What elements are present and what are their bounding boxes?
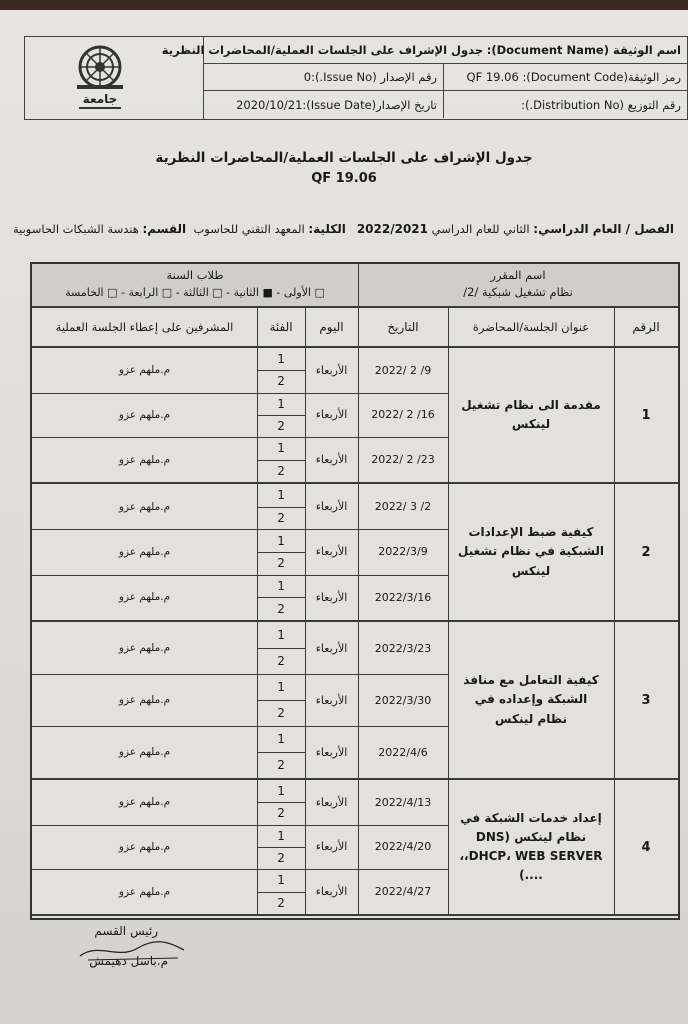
section-number: 2 <box>641 544 651 560</box>
college-label: الكلية: <box>308 222 346 236</box>
issue-no-label: رقم الإصدار (Issue No.): <box>311 70 437 84</box>
col-number: الرقم <box>632 320 660 334</box>
row-supervisor: م.ملهم عزو <box>118 500 171 513</box>
row-group-2: 2 <box>277 706 285 720</box>
signature-role: رئيس القسم <box>94 924 158 938</box>
row-group-2: 2 <box>277 374 285 389</box>
row-date: 2022/ 2 /23 <box>371 453 435 467</box>
section-number: 3 <box>641 692 651 708</box>
header-row-doc-name <box>161 37 687 64</box>
doc-code-label: رمز الوثيقة(Document Code): <box>522 70 681 84</box>
row-date: 2022/4/13 <box>374 795 432 809</box>
section-title: كيفية التعامل مع منافذ الشبكة وإعداده في نظام لينكس <box>463 673 599 726</box>
row-group-1: 1 <box>277 784 285 799</box>
row-group-1: 1 <box>277 352 285 367</box>
row-date: 2022/ 2 /16 <box>371 408 435 422</box>
supervision-table <box>30 262 680 920</box>
header-row-doc-code <box>203 64 687 91</box>
college-value: المعهد التقني للحاسوب <box>193 222 305 236</box>
row-supervisor: م.ملهم عزو <box>118 364 171 377</box>
document-header <box>24 36 688 120</box>
row-group-2: 2 <box>277 419 285 434</box>
issue-date-label: تاريخ الإصدار(Issue Date): <box>302 97 437 112</box>
row-day: الأربعاء <box>315 500 348 514</box>
row-group-1: 1 <box>277 441 285 456</box>
course-label: اسم المقرر <box>490 268 546 282</box>
semester-line <box>13 222 674 236</box>
row-date: 2022/4/27 <box>374 885 432 899</box>
dept-label: القسم: <box>142 222 187 236</box>
row-day: الأربعاء <box>315 840 348 854</box>
doc-name-label: اسم الوثيقة (Document Name): <box>486 43 681 57</box>
row-supervisor: م.ملهم عزو <box>118 796 171 809</box>
distribution-label: رقم التوزيع (Distribution No.): <box>521 97 681 112</box>
signature-name: م.باسل دهيمش <box>89 954 168 968</box>
row-supervisor: م.ملهم عزو <box>118 545 171 558</box>
logo-wheel-icon <box>71 43 129 113</box>
row-date: 2022/4/6 <box>378 745 428 759</box>
row-day: الأربعاء <box>315 453 348 467</box>
row-group-1: 1 <box>277 396 285 411</box>
row-group-1: 1 <box>277 828 285 843</box>
row-group-1: 1 <box>277 488 285 503</box>
row-supervisor: م.ملهم عزو <box>118 591 171 604</box>
col-date: التاريخ <box>387 320 419 334</box>
row-group-2: 2 <box>277 463 285 478</box>
row-supervisor: م.ملهم عزو <box>118 694 171 706</box>
col-day: اليوم <box>319 320 344 334</box>
row-date: 2022/3/23 <box>374 641 432 655</box>
header-row-distribution <box>203 91 687 118</box>
section-number: 1 <box>641 407 651 423</box>
dept-value: هندسة الشبكات الحاسوبية <box>12 222 139 236</box>
row-group-2: 2 <box>277 556 285 571</box>
row-group-1: 1 <box>277 628 285 642</box>
row-date: 2022/3/16 <box>374 590 432 604</box>
semester-year: 2022/2021 <box>356 222 428 236</box>
svg-text:جامعة: جامعة <box>82 92 118 106</box>
page-top-edge <box>0 0 688 10</box>
row-date: 2022/3/30 <box>374 693 432 707</box>
year-options: □ الأولى - ■ الثانية - □ الثالثة - □ الرابعة - □ الخامسة <box>65 285 325 299</box>
row-date: 2022/4/20 <box>374 840 432 854</box>
row-date: 2022/ 3 /2 <box>374 500 432 514</box>
row-group-1: 1 <box>277 873 285 888</box>
doc-code-value: QF 19.06 <box>466 70 519 84</box>
section-title: إعداد خدمات الشبكة في نظام لينكس (DNS ،DHCP، WEB SERVER، ....) <box>459 810 603 883</box>
document-code: QF 19.06 <box>311 171 377 186</box>
row-date: 2022/3/9 <box>378 545 428 559</box>
row-day: الأربعاء <box>315 885 348 899</box>
col-supervisors: المشرفين على إعطاء الجلسة العملية <box>55 320 234 334</box>
page-title: جدول الإشراف على الجلسات العملية/المحاضرات النظرية <box>155 150 533 166</box>
issue-no-value: 0 <box>303 70 312 84</box>
section-title: كيفية ضبط الإعدادات الشبكية في نظام تشغيل لينكس <box>457 525 604 578</box>
doc-name-value: جدول الإشراف على الجلسات العملية/المحاضرات النظرية <box>161 43 484 57</box>
row-day: الأربعاء <box>315 590 348 604</box>
row-group-1: 1 <box>277 578 285 593</box>
issue-date-value: 2020/10/21 <box>236 97 303 112</box>
row-day: الأربعاء <box>315 745 348 759</box>
row-group-1: 1 <box>277 732 285 746</box>
col-title: عنوان الجلسة/المحاضرة <box>472 320 590 334</box>
row-group-2: 2 <box>277 758 285 772</box>
semester-term: الثاني للعام الدراسي <box>431 222 530 236</box>
row-group-2: 2 <box>277 895 285 910</box>
course-name: نظام تشغيل شبكية /2/ <box>463 285 573 299</box>
row-day: الأربعاء <box>315 363 348 377</box>
section-number: 4 <box>641 839 651 855</box>
row-group-2: 2 <box>277 806 285 821</box>
row-supervisor: م.ملهم عزو <box>118 453 171 466</box>
row-supervisor: م.ملهم عزو <box>118 642 171 654</box>
semester-label: الفصل / العام الدراسي: <box>533 222 674 236</box>
row-day: الأربعاء <box>315 408 348 422</box>
row-supervisor: م.ملهم عزو <box>118 746 171 758</box>
row-group-2: 2 <box>277 851 285 866</box>
year-label: طلاب السنة <box>166 268 224 282</box>
row-group-1: 1 <box>277 533 285 548</box>
row-group-2: 2 <box>277 510 285 525</box>
row-day: الأربعاء <box>315 641 348 655</box>
row-day: الأربعاء <box>315 545 348 559</box>
row-supervisor: م.ملهم عزو <box>118 408 171 421</box>
row-day: الأربعاء <box>315 795 348 809</box>
col-group: الفئة <box>269 320 293 334</box>
row-supervisor: م.ملهم عزو <box>118 840 171 853</box>
row-supervisor: م.ملهم عزو <box>118 885 171 898</box>
section-title: مقدمة الى نظام تشغيل لينكس <box>461 397 601 431</box>
row-group-2: 2 <box>277 601 285 616</box>
row-group-2: 2 <box>277 654 285 668</box>
row-day: الأربعاء <box>315 693 348 707</box>
row-date: 2022/ 2 /9 <box>374 363 432 377</box>
row-group-1: 1 <box>277 680 285 694</box>
